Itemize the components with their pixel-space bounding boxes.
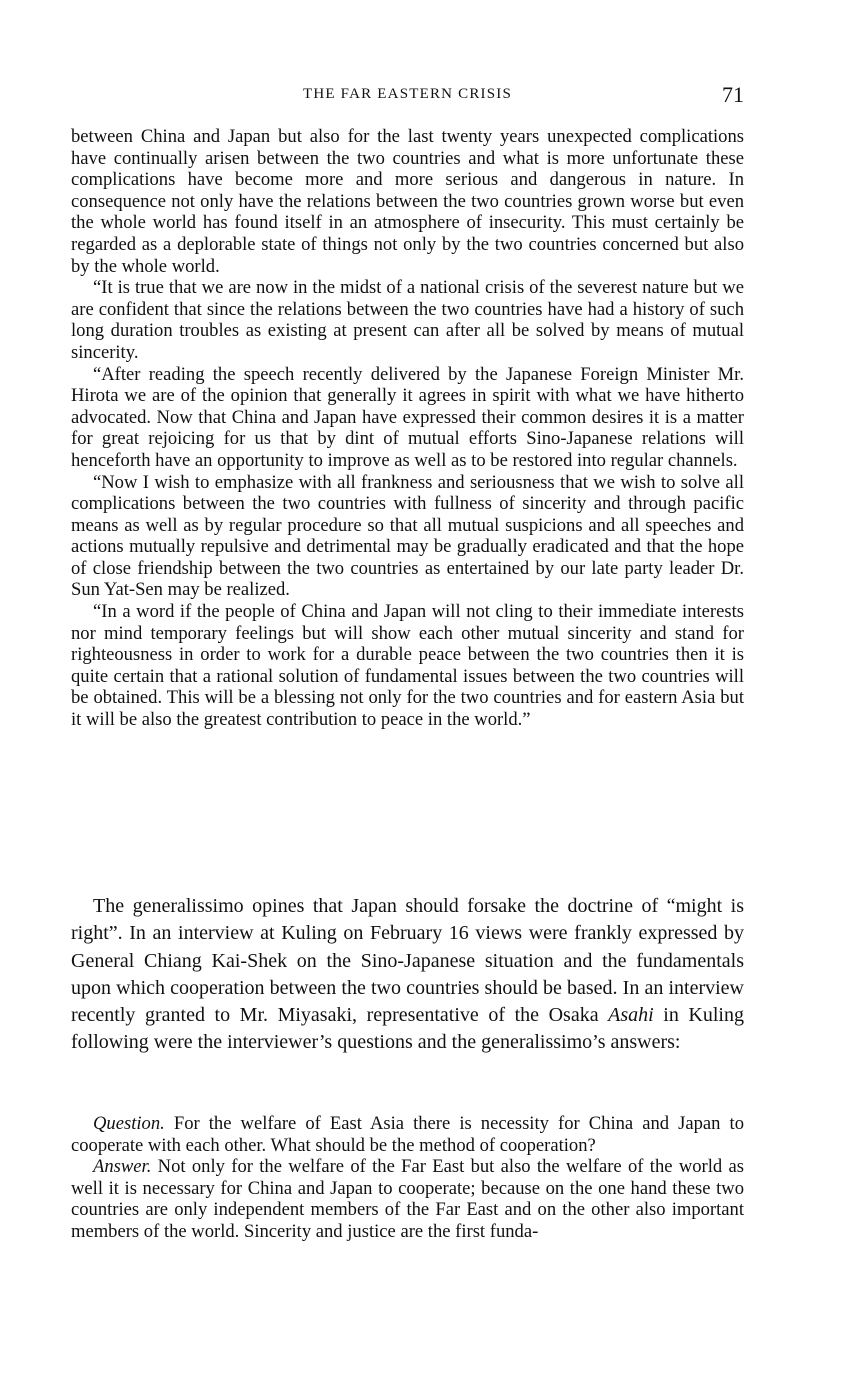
running-title: THE FAR EASTERN CRISIS [302, 86, 513, 102]
running-header [71, 82, 744, 108]
narrative-section [71, 893, 744, 1057]
question-text: For the welfare of East Asia there is necessity for China and Japan to cooperate with each other. What should be the method of cooperation? [71, 1113, 744, 1156]
answer-text: Not only for the welfare of the Far East but also the welfare of the world as well it is necessary for China and Japan to cooperate; because on the one hand these two countries are only independent members of the Far East and on the other also important members of the world. Sincerity and justice are the first funda- [71, 1156, 744, 1242]
question-paragraph [71, 1113, 744, 1156]
quote-paragraph: “It is true that we are now in the midst of a national crisis of the severest nature but we are confident that since the relations between the two countries have had a history of such long duration troubles as existing at present can after all be solved by means of mutual sincerity. [71, 277, 744, 363]
quote-paragraph: between China and Japan but also for the last twenty years unexpected complications have continually arisen between the two countries and what is more unfortunate these complications have become more and more serious and dangerous in nature. In consequence not only have the relations between the two countries grown worse but even the whole world has found itself in an atmosphere of insecurity. This must certainly be regarded as a deplorable state of things not only by the two countries concerned but also by the whole world. [71, 126, 744, 277]
page-number: 71 [722, 82, 744, 107]
quote-paragraph: “After reading the speech recently delivered by the Japanese Foreign Minister Mr. Hirota we are of the opinion that generally it agrees in spirit with what we have hitherto advocated. Now that China and Japan have expressed their common desires it is a matter for great rejoicing for us that by dint of mutual efforts Sino-Japanese relations will henceforth have an opportunity to improve as well as to be restored into regular channels. [71, 363, 744, 471]
quoted-statement [71, 126, 744, 731]
question-label: Question. [93, 1113, 165, 1134]
answer-paragraph [71, 1156, 744, 1242]
narrative-text: The generalissimo opines that Japan should forsake the doctrine of “might is right”. In an interview at Kuling on February 16 views were frankly expressed by General Chiang Kai-Shek on the Sino-Japanese situation and the fundamentals upon which cooperation between the two countries should be based. In an interview recently granted to Mr. Miyasaki, representative of the Osaka [71, 895, 744, 1027]
newspaper-name: Asahi [608, 1004, 654, 1027]
quote-paragraph: “Now I wish to emphasize with all frankness and seriousness that we wish to solve all complications between the two countries with fullness of sincerity and through pacific means as well as by regular procedure so that all mutual suspicions and all speeches and actions mutually repulsive and detrimental may be gradually eradicated and that the hope of close friendship between the two countries as entertained by our late party leader Dr. Sun Yat-Sen may be realized. [71, 471, 744, 601]
interview-qa [71, 1113, 744, 1243]
narrative-text: in Kuling following were the interviewer’s questions and the generalissimo’s answers: [71, 1004, 744, 1054]
narrative-paragraph [71, 893, 744, 1057]
quote-paragraph: “In a word if the people of China and Japan will not cling to their immediate interests nor mind temporary feelings but will show each other mutual sincerity and stand for righteousness in order to work for a durable peace between the two countries then it is quite certain that a rational solution of fundamental issues between the two countries will be obtained. This will be a blessing not only for the two countries and for eastern Asia but it will be also the greatest contribution to peace in the world.” [71, 601, 744, 731]
answer-label: Answer. [93, 1156, 152, 1178]
